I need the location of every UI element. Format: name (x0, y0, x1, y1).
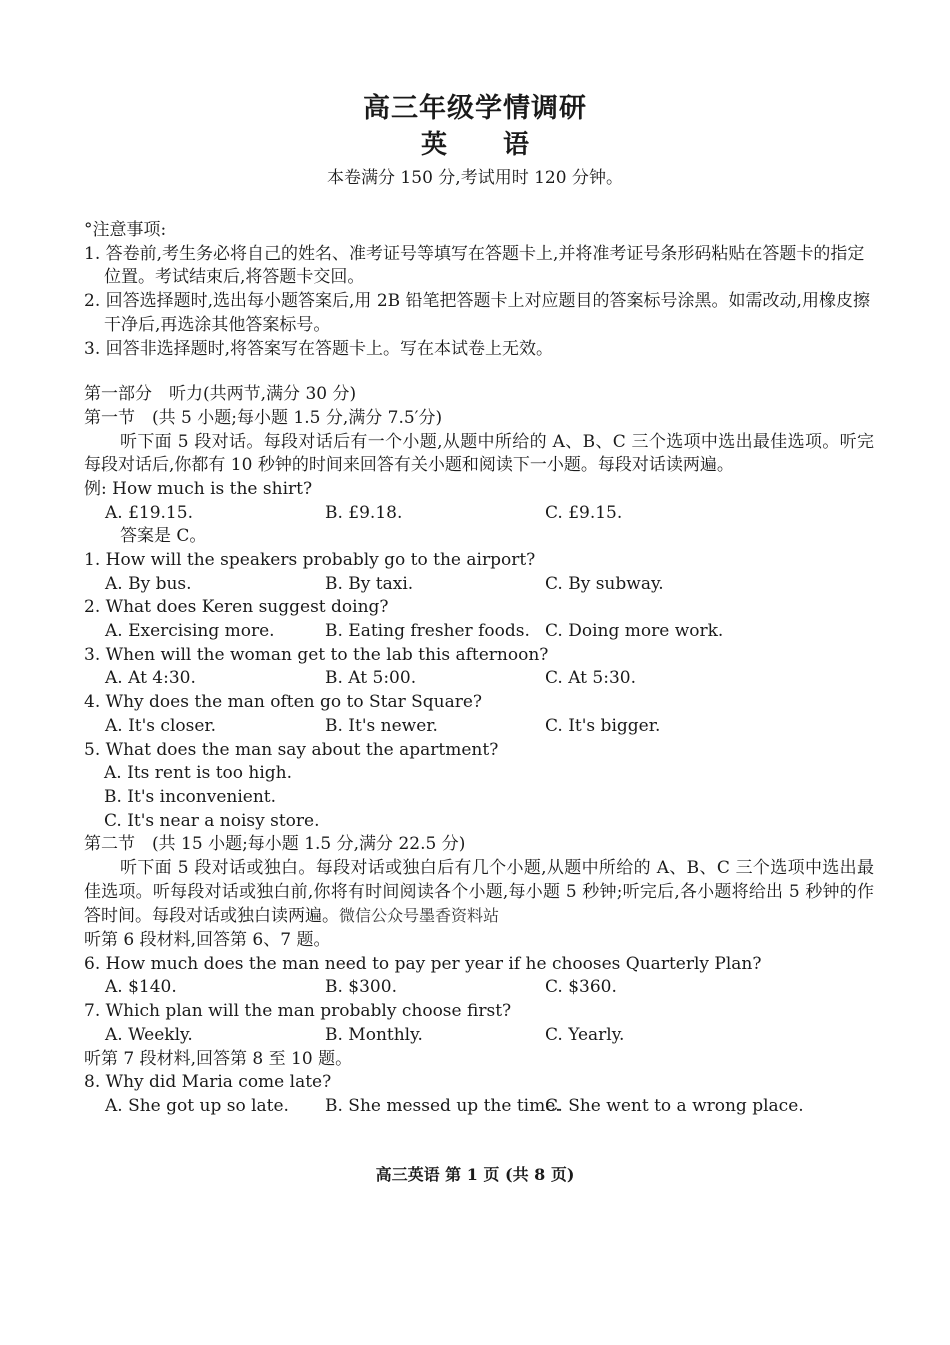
question-2-options (84, 620, 874, 644)
example-question: 例: How much is the shirt? (84, 478, 313, 499)
option-c: C. $360. (545, 977, 617, 998)
option-b: B. Monthly. (325, 1024, 423, 1045)
subject-char: 英 (420, 130, 447, 160)
option-b: B. It's newer. (325, 715, 438, 736)
exam-body (84, 219, 874, 1119)
watermark-text: 微信公众号墨香资料站 (339, 906, 500, 926)
option-c: C. £9.15. (545, 502, 623, 523)
question-4: 4. Why does the man often go to Star Square? (84, 692, 483, 713)
option-c: C. She went to a wrong place. (545, 1095, 804, 1116)
page-footer: 高三英语 第 1 页 (共 8 页) (375, 1165, 575, 1184)
option-a: A. At 4:30. (105, 668, 196, 689)
part1-heading: 第一部分 听力(共两节,满分 30 分) (84, 384, 357, 405)
exam-title: 高三年级学情调研 (363, 93, 587, 124)
example-answer: 答案是 C。 (120, 526, 207, 547)
option-a: A. Exercising more. (105, 621, 275, 642)
question-3: 3. When will the woman get to the lab this afternoon? (84, 644, 549, 665)
question-3-options (84, 667, 874, 691)
option-a: A. Weekly. (105, 1024, 193, 1045)
question-7: 7. Which plan will the man probably choose first? (84, 1001, 512, 1022)
option-a: A. By bus. (105, 573, 192, 594)
subject-char: 语 (503, 130, 530, 160)
option-c: C. By subway. (545, 573, 664, 594)
option-b: B. She messed up the time. (325, 1095, 561, 1116)
question-8-options (84, 1095, 874, 1119)
question-6-options (84, 976, 874, 1000)
exam-info: 本卷满分 150 分,考试用时 120 分钟。 (327, 168, 623, 188)
question-7-options (84, 1024, 874, 1048)
notice-item: 1. 答卷前,考生务必将自己的姓名、准考证号等填写在答题卡上,并将准考证号条形码粘贴在答题卡的指定位置。考试结束后,将答题卡交回。 (84, 243, 865, 288)
option-b: B. Eating fresher foods. (325, 621, 530, 642)
option-a: A. £19.15. (105, 502, 193, 523)
question-1: 1. How will the speakers probably go to the airport? (84, 550, 536, 571)
option-a: A. $140. (105, 977, 177, 998)
notice-item: 2. 回答选择题时,选出每小题答案后,用 2B 铅笔把答题卡上对应题目的答案标号涂黑。如需改动,用橡皮擦干净后,再选涂其他答案标号。 (84, 291, 870, 335)
option-a: A. It's closer. (105, 715, 217, 736)
option-b: B. $300. (325, 977, 397, 998)
option-c: C. Yearly. (545, 1024, 625, 1045)
section2-instructions (84, 857, 874, 929)
option-b: B. By taxi. (325, 573, 414, 594)
question-8: 8. Why did Maria come late? (84, 1072, 332, 1093)
question-6: 6. How much does the man need to pay per year if he chooses Quarterly Plan? (84, 953, 762, 974)
instructions-text: 听下面 5 段对话或独白。每段对话或独白后有几个小题,从题中所给的 A、B、C 三个选项中选出最佳选项。听每段对话或独白前,你将有时间阅读各个小题,每小题 5 秒钟;听完后,各小题将给出 5 秒钟的作答时间。每段对话或独白读两遍。 (84, 857, 874, 927)
option-a: A. She got up so late. (105, 1095, 289, 1116)
option-a: A. Its rent is too high. (104, 763, 293, 784)
section2-heading: 第二节 (共 15 小题;每小题 1.5 分,满分 22.5 分) (84, 834, 466, 855)
option-b: B. It's inconvenient. (104, 786, 277, 807)
section1-heading: 第一节 (共 5 小题;每小题 1.5 分,满分 7.5′分) (84, 407, 443, 428)
question-5: 5. What does the man say about the apartment? (84, 739, 499, 760)
option-c: C. At 5:30. (545, 668, 637, 689)
section1-instructions: 听下面 5 段对话。每段对话后有一个小题,从题中所给的 A、B、C 三个选项中选出最佳选项。听完每段对话后,你都有 10 秒钟的时间来回答有关小题和阅读下一小题。每段对话读两遍。 (84, 431, 874, 476)
option-c: C. Doing more work. (545, 621, 724, 642)
question-1-options (84, 573, 874, 597)
example-options (84, 502, 874, 526)
material-7: 听第 7 段材料,回答第 8 至 10 题。 (84, 1048, 353, 1069)
material-6: 听第 6 段材料,回答第 6、7 题。 (84, 930, 331, 951)
option-b: B. £9.18. (325, 502, 403, 523)
exam-subject (0, 124, 950, 161)
notice-item: 3. 回答非选择题时,将答案写在答题卡上。写在本试卷上无效。 (84, 338, 554, 359)
option-b: B. At 5:00. (325, 668, 417, 689)
option-c: C. It's near a noisy store. (104, 810, 320, 831)
option-c: C. It's bigger. (545, 715, 661, 736)
question-4-options (84, 715, 874, 739)
question-2: 2. What does Keren suggest doing? (84, 597, 389, 618)
notice-heading: °注意事项: (84, 220, 167, 240)
